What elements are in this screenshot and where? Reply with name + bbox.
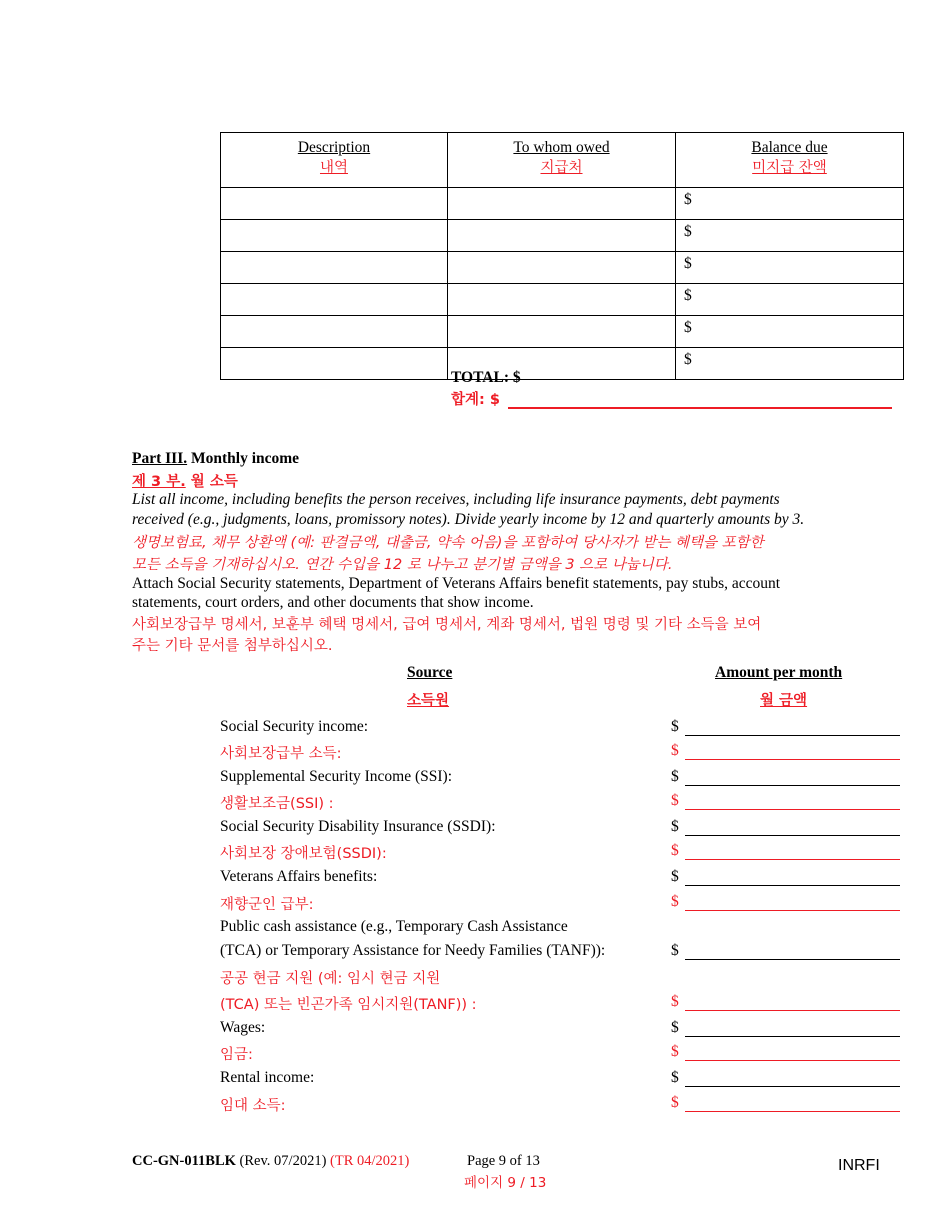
part3-title bbox=[132, 450, 299, 468]
balance-cell[interactable] bbox=[676, 188, 904, 220]
income-label: Veterans Affairs benefits: bbox=[220, 868, 378, 885]
part3-title-ko bbox=[132, 470, 238, 491]
amount-header: Amount per month bbox=[715, 664, 843, 681]
amount-field[interactable]: $ bbox=[671, 768, 900, 786]
form-revision: (Rev. 07/2021) bbox=[239, 1153, 327, 1169]
to-whom-cell[interactable] bbox=[448, 284, 676, 316]
income-label-ko: 사회보장 장애보험(SSDI): bbox=[220, 846, 387, 862]
total-label-ko bbox=[451, 388, 892, 409]
income-row-public-cash-ko-a bbox=[220, 967, 900, 991]
total-label-ko-text: 합계: $ bbox=[451, 392, 500, 408]
header-balance-due bbox=[676, 133, 904, 188]
income-label-ko: 공공 현금 지원 (예: 임시 현금 지원 bbox=[220, 971, 441, 987]
dollar-sign: $ bbox=[684, 255, 692, 272]
form-number: CC-GN-011BLK bbox=[132, 1153, 236, 1169]
form-translation-date: (TR 04/2021) bbox=[330, 1153, 410, 1169]
header-description-ko: 내역 bbox=[319, 160, 348, 176]
source-header-ko: 소득원 bbox=[407, 693, 450, 709]
part3-title-ko-text: 월 소득 bbox=[190, 474, 238, 490]
amount-field-ko[interactable]: $ bbox=[671, 893, 900, 911]
income-row-veterans-ko bbox=[220, 893, 900, 917]
part3-title-part: Part III. bbox=[132, 450, 188, 467]
amount-field-ko[interactable]: $ bbox=[671, 792, 900, 810]
instruction-en-1b: received (e.g., judgments, loans, promissory notes). Divide yearly income by 12 and quarterly amounts by 3. bbox=[132, 511, 805, 528]
income-row-ssdi-ko bbox=[220, 842, 900, 866]
instruction-ko-2b: 주는 기타 문서를 첨부하십시오. bbox=[132, 638, 333, 654]
description-cell[interactable] bbox=[221, 316, 448, 348]
income-label: Social Security income: bbox=[220, 718, 369, 735]
income-row-ssdi bbox=[220, 818, 900, 842]
debts-table bbox=[220, 132, 904, 380]
income-row-wages bbox=[220, 1019, 900, 1043]
amount-field[interactable]: $ bbox=[671, 1019, 900, 1037]
income-label-ko: 재향군인 급부: bbox=[220, 897, 314, 913]
header-to-whom-ko: 지급처 bbox=[540, 160, 583, 176]
table-row bbox=[221, 188, 904, 220]
table-row bbox=[221, 348, 904, 380]
dollar-sign: $ bbox=[684, 191, 692, 208]
income-label-ko: 임대 소득: bbox=[220, 1098, 286, 1114]
total-line[interactable] bbox=[508, 391, 892, 409]
description-cell[interactable] bbox=[221, 252, 448, 284]
part3-title-ko-part: 제 3 부. bbox=[132, 474, 186, 490]
income-row-public-cash-ko-b bbox=[220, 993, 900, 1017]
income-label: Wages: bbox=[220, 1019, 266, 1036]
dollar-sign: $ bbox=[684, 351, 692, 368]
instruction-ko-1b: 모든 소득을 기재하십시오. 연간 수입을 12 로 나누고 분기별 금액을 3 으로 나눕니다. bbox=[132, 557, 673, 573]
income-label-ko: 사회보장급부 소득: bbox=[220, 746, 342, 762]
balance-cell[interactable] bbox=[676, 316, 904, 348]
instruction-en-1a: List all income, including benefits the person receives, including life insurance payments, debt payments bbox=[132, 491, 780, 508]
to-whom-cell[interactable] bbox=[448, 252, 676, 284]
total-label: TOTAL: $ bbox=[451, 369, 521, 386]
to-whom-cell[interactable] bbox=[448, 220, 676, 252]
to-whom-cell[interactable] bbox=[448, 188, 676, 220]
income-label-ko: 생활보조금(SSI) : bbox=[220, 796, 334, 812]
amount-field-ko[interactable]: $ bbox=[671, 993, 900, 1011]
balance-cell[interactable] bbox=[676, 348, 904, 380]
amount-field[interactable]: $ bbox=[671, 718, 900, 736]
table-header-row bbox=[221, 133, 904, 188]
income-label-ko: 임금: bbox=[220, 1047, 253, 1063]
dollar-sign: $ bbox=[684, 319, 692, 336]
income-row-social-security bbox=[220, 718, 900, 742]
income-row-ssi-ko bbox=[220, 792, 900, 816]
income-label: Rental income: bbox=[220, 1069, 315, 1086]
income-label: Social Security Disability Insurance (SSDI): bbox=[220, 818, 496, 835]
header-description bbox=[221, 133, 448, 188]
income-row-ssi bbox=[220, 768, 900, 792]
income-row-rental-ko bbox=[220, 1094, 900, 1118]
income-row-veterans bbox=[220, 868, 900, 892]
translation-code: INRFI bbox=[838, 1157, 880, 1174]
instruction-ko-2a: 사회보장급부 명세서, 보훈부 혜택 명세서, 급여 명세서, 계좌 명세서, 법원 명령 및 기타 소득을 보여 bbox=[132, 617, 762, 633]
income-row-public-cash-b bbox=[220, 942, 900, 966]
dollar-sign: $ bbox=[684, 223, 692, 240]
description-cell[interactable] bbox=[221, 188, 448, 220]
part3-title-text: Monthly income bbox=[190, 450, 300, 467]
table-row bbox=[221, 316, 904, 348]
page-number-ko: 페이지 9 / 13 bbox=[464, 1175, 547, 1191]
table-row bbox=[221, 220, 904, 252]
income-row-wages-ko bbox=[220, 1043, 900, 1067]
amount-field[interactable]: $ bbox=[671, 818, 900, 836]
header-to-whom-owed bbox=[448, 133, 676, 188]
instruction-en-2a: Attach Social Security statements, Department of Veterans Affairs benefit statements, pay stubs, account bbox=[132, 575, 781, 592]
description-cell[interactable] bbox=[221, 284, 448, 316]
amount-header-ko: 월 금액 bbox=[760, 693, 808, 709]
amount-field-ko[interactable]: $ bbox=[671, 1043, 900, 1061]
income-row-public-cash-a bbox=[220, 918, 900, 942]
to-whom-cell[interactable] bbox=[448, 316, 676, 348]
income-label: (TCA) or Temporary Assistance for Needy Families (TANF)): bbox=[220, 942, 606, 959]
amount-field[interactable]: $ bbox=[671, 1069, 900, 1087]
income-label: Supplemental Security Income (SSI): bbox=[220, 768, 453, 785]
dollar-sign: $ bbox=[684, 287, 692, 304]
description-cell[interactable] bbox=[221, 348, 448, 380]
header-to-whom-en: To whom owed bbox=[513, 139, 610, 156]
form-id bbox=[132, 1153, 409, 1170]
page-number: Page 9 of 13 bbox=[467, 1153, 540, 1169]
header-balance-en: Balance due bbox=[751, 139, 828, 156]
amount-field-ko[interactable]: $ bbox=[671, 1094, 900, 1112]
table-row bbox=[221, 252, 904, 284]
source-header: Source bbox=[407, 664, 453, 681]
balance-cell[interactable] bbox=[676, 252, 904, 284]
header-balance-ko: 미지급 잔액 bbox=[752, 160, 827, 176]
income-row-social-security-ko bbox=[220, 742, 900, 766]
amount-field[interactable]: $ bbox=[671, 868, 900, 886]
header-description-en: Description bbox=[297, 139, 371, 156]
instruction-ko-1a: 생명보험료, 채무 상환액 (예: 판결금액, 대출금, 약속 어음)을 포함하여 당사자가 받는 혜택을 포함한 bbox=[132, 535, 764, 551]
instruction-en-2b: statements, court orders, and other documents that show income. bbox=[132, 594, 534, 611]
income-row-rental bbox=[220, 1069, 900, 1093]
amount-field[interactable]: $ bbox=[671, 942, 900, 960]
amount-field-ko[interactable]: $ bbox=[671, 742, 900, 760]
income-label-ko: (TCA) 또는 빈곤가족 임시지원(TANF)) : bbox=[220, 997, 477, 1013]
description-cell[interactable] bbox=[221, 220, 448, 252]
income-label: Public cash assistance (e.g., Temporary Cash Assistance bbox=[220, 918, 568, 935]
table-row bbox=[221, 284, 904, 316]
balance-cell[interactable] bbox=[676, 284, 904, 316]
balance-cell[interactable] bbox=[676, 220, 904, 252]
amount-field-ko[interactable]: $ bbox=[671, 842, 900, 860]
